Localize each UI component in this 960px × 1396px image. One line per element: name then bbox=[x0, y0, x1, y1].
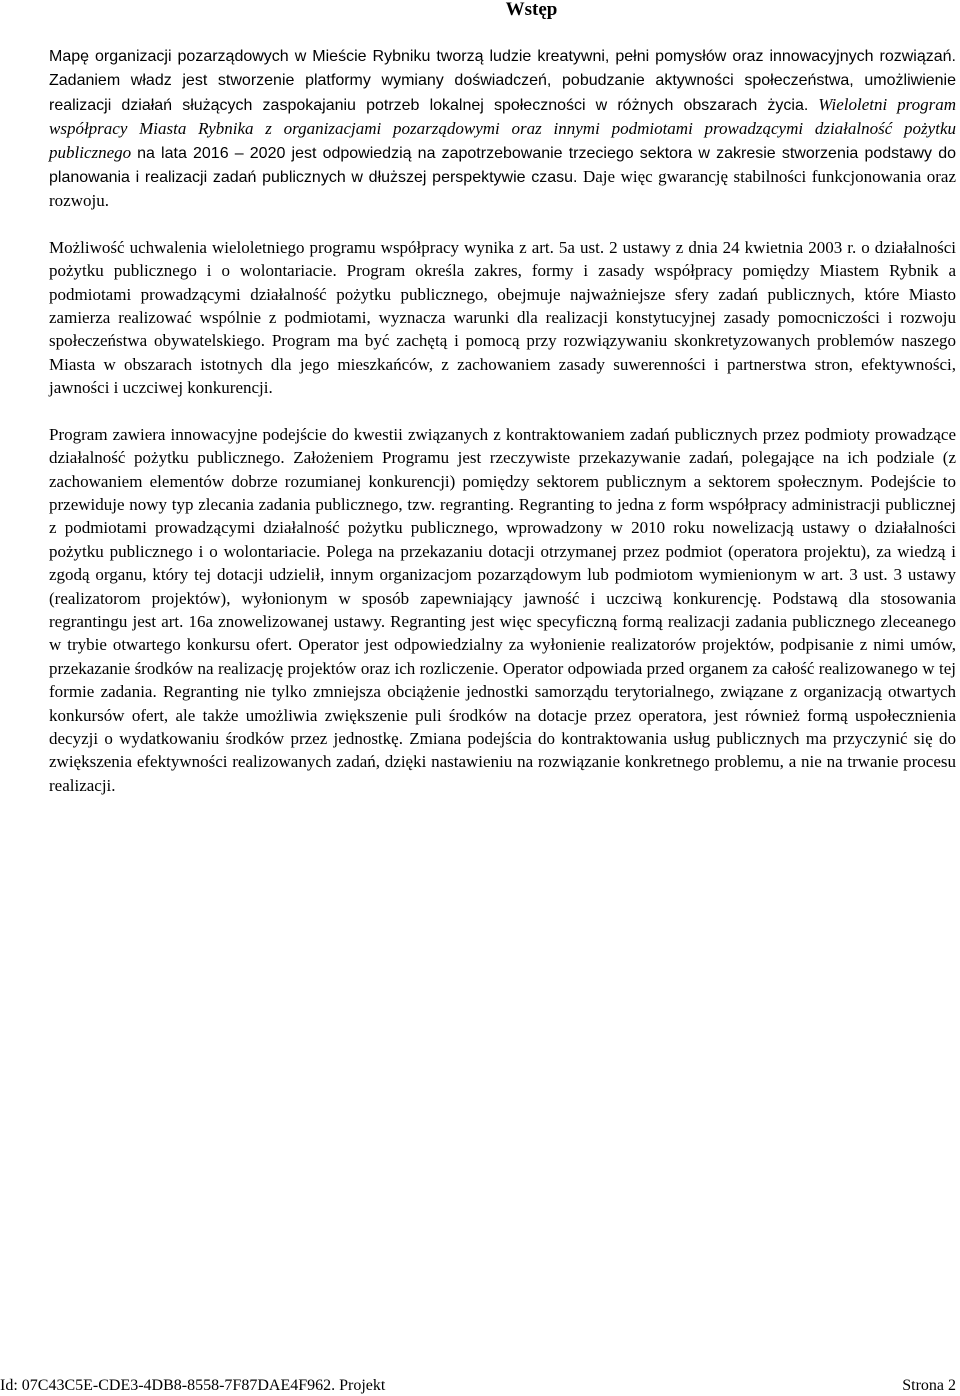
page-footer bbox=[0, 1376, 956, 1396]
paragraph-intro bbox=[49, 44, 956, 213]
program-title: Wieloletni program współpracy Miasta Rybnika z organizacjami pozarządowymi oraz innymi podmiotami prowadzącymi działalność pożytku publicznego bbox=[49, 94, 956, 162]
document-body bbox=[49, 44, 956, 797]
intro-text: Mapę organizacji pozarządowych w Mieście Rybniku tworzą ludzie kreatywni, pełni pomysłów oraz innowacyjnych rozwiązań. Zadaniem władz jest stworzenie platformy wymiany doświadczeń, pobudzanie aktywności społeczeństwa, umożliwienie realizacji działań służących zaspokajaniu potrzeb lokalnej społeczności w różnych obszarach życia. bbox=[49, 48, 956, 114]
document-id: Id: 07C43C5E-CDE3-4DB8-8558-7F87DAE4F962. Projekt bbox=[0, 1377, 386, 1394]
intro-conclusion: Daje więc gwarancję stabilności funkcjonowania oraz rozwoju. bbox=[49, 167, 956, 211]
page-title: Wstęp bbox=[505, 0, 558, 20]
page-number: Strona 2 bbox=[902, 1377, 956, 1394]
intro-tail: na lata 2016 – 2020 jest odpowiedzią na zapotrzebowanie trzeciego sektora w zakresie stworzenia podstawy do planowania i realizacji zadań publicznych w dłuższej perspektywie czasu. bbox=[49, 144, 956, 187]
paragraph-regranting: Program zawiera innowacyjne podejście do kwestii związanych z kontraktowaniem zadań publicznych przez podmioty prowadzące działalność pożytku publicznego. Założeniem Programu jest rzeczywiste przekazywanie zadań, polegające na ich podziale (z zachowaniem elementów dobrze rozumianej konkurencji) pomiędzy sektorem publicznym a sektorem społecznym. Podejście to przewiduje nowy typ zlecania zadania publicznego, tzw. regranting. Regranting to jedna z form współpracy administracji publicznej z podmiotami prowadzącymi działalność pożytku publicznego, wprowadzony w 2010 roku nowelizacją ustawy o działalności pożytku publicznego i o wolontariacie. Polega na przekazaniu dotacji otrzymanej przez podmiot (operatora projektu), za wiedzą i zgodą organu, który tej dotacji udzielił, innym organizacjom pozarządowym lub podmiotom wymienionym w art. 3 ust. 3 ustawy (realizatorom projektów), wyłonionym w sposób zapewniający jawność i uczciwą konkurencję. Podstawą dla stosowania regrantingu jest art. 16a znowelizowanej ustawy. Regranting jest więc specyficzną formą realizacji zadania publicznego zleceanego w trybie otwartego konkursu ofert. Operator jest odpowiedzialny za wyłonienie realizatorów projektów, podpisanie z nimi umów, przekazanie środków na realizację projektów oraz ich rozliczenie. Operator odpowiada przed organem za całość realizowanego w tej formie zadania. Regranting nie tylko zmniejsza obciążenie jednostki samorządu terytorialnego, związane z organizacją otwartych konkursów ofert, ale także umożliwia zwiększenie puli środków na dotacje przez operatora, jest również formą uspołecznienia decyzji o wydatkowaniu środków przez jednostkę. Zmiana podejścia do kontraktowania usług publicznych ma przyczynić się do zwiększenia efektywności realizowanych zadań, dzięki nastawieniu na rozwiązanie konkretnego problemu, a nie na trwanie procesu realizacji. bbox=[49, 424, 956, 795]
paragraph-legal-basis: Możliwość uchwalenia wieloletniego programu współpracy wynika z art. 5a ust. 2 ustawy z dnia 24 kwietnia 2003 r. o działalności pożytku publicznego i o wolontariacie. Program określa zakres, formy i zasady współpracy pomiędzy Miastem Rybnik a podmiotami prowadzącymi działalność pożytku publicznego, obejmuje najważniejsze sfery zadań publicznych, które Miasto zamierza realizować wspólnie z podmiotami, wyznacza warunki dla realizacji konstytucyjnej zasady pomocniczości i rozwoju społeczeństwa obywatelskiego. Program ma być zachętą i pomocą przy rozwiązywaniu skonkretyzowanych problemów naszego Miasta w obszarach istotnych dla jego mieszkańców, z zachowaniem zasady suwerenności i partnerstwa stron, efektywności, jawności i uczciwej konkurencji. bbox=[49, 237, 956, 398]
